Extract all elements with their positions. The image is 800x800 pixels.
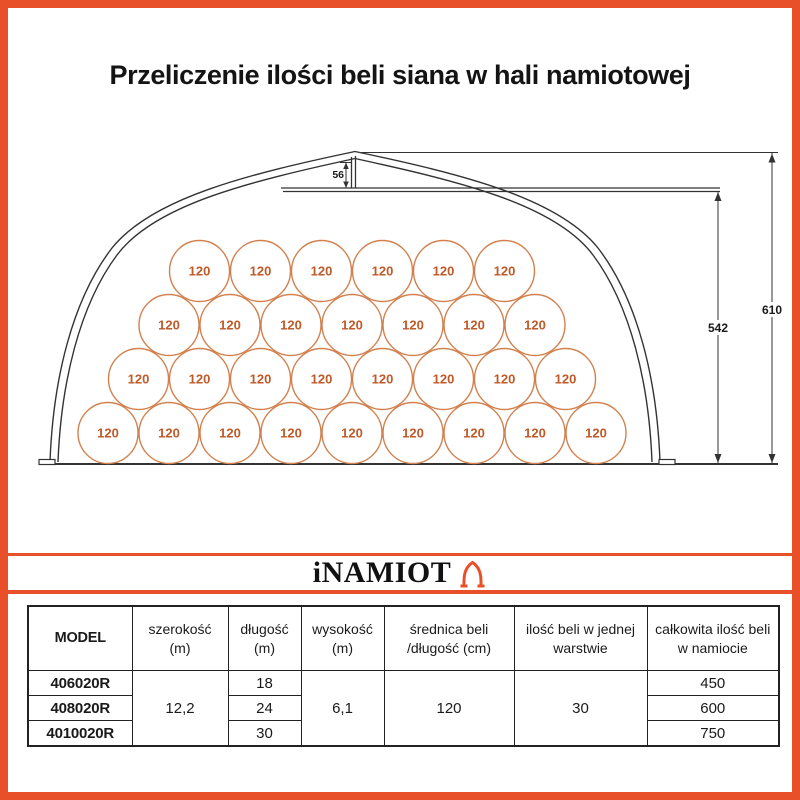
hay-bale-diameter-label: 120 [402, 425, 424, 441]
cell-model: 4010020R [28, 721, 132, 747]
cell-model: 408020R [28, 696, 132, 721]
cell-length: 24 [228, 696, 301, 721]
col-header-model: MODEL [28, 606, 132, 671]
tent-arch-icon [458, 559, 487, 588]
hay-bale-diameter-label: 120 [219, 317, 241, 333]
cell-total-bales: 450 [647, 671, 779, 696]
dim56-arrow-down [343, 182, 349, 189]
hay-bale-diameter-label: 120 [432, 371, 455, 387]
left-foot-plate [39, 460, 55, 465]
hay-bale-diameter-label: 120 [158, 317, 180, 333]
hay-bale-diameter-label: 120 [371, 263, 394, 279]
tent-inner-arch [58, 159, 652, 463]
cell-total-bales: 600 [647, 696, 779, 721]
cell-bales-per-layer: 30 [514, 671, 647, 747]
col-header-width: szerokość (m) [132, 606, 228, 671]
hay-bale-diameter-label: 120 [127, 371, 150, 387]
hay-bale-diameter-label: 120 [310, 371, 333, 387]
dim-side-height-label: 542 [707, 321, 729, 335]
hay-bale-diameter-label: 120 [554, 371, 577, 387]
col-header-bale-diameter: średnica beli /długość (cm) [384, 606, 514, 671]
cell-height: 6,1 [301, 671, 384, 747]
hay-bale-diameter-label: 120 [188, 371, 211, 387]
hay-bale-diameter-label: 120 [524, 425, 546, 441]
hay-bale-diameter-label: 120 [524, 317, 546, 333]
cell-width: 12,2 [132, 671, 228, 747]
cell-bale-diameter: 120 [384, 671, 514, 747]
dim610-arrow-up [769, 154, 776, 163]
dim542-arrow-up [715, 192, 722, 201]
hay-bale-diameter-label: 120 [493, 263, 516, 279]
hay-bale-diameter-label: 120 [280, 425, 302, 441]
hay-bale-diameter-label: 120 [219, 425, 241, 441]
hay-bale-diameter-label: 120 [249, 371, 272, 387]
hay-bale-diameter-label: 120 [432, 263, 455, 279]
dim542-arrow-down [715, 454, 722, 463]
cell-length: 30 [228, 721, 301, 747]
cell-length: 18 [228, 671, 301, 696]
col-header-total-bales: całkowita ilość beli w namiocie [647, 606, 779, 671]
hay-bale-diameter-label: 120 [341, 317, 363, 333]
dim-peak-offset-label: 56 [332, 169, 344, 181]
hay-bale-diameter-label: 120 [188, 263, 211, 279]
hay-bale-diameter-label: 120 [158, 425, 180, 441]
bale-spec-table [27, 605, 780, 747]
hay-bale-diameter-label: 120 [585, 425, 607, 441]
hay-bale-diameter-label: 120 [310, 263, 333, 279]
hay-bale-diameter-label: 120 [97, 425, 119, 441]
page-title: Przeliczenie ilości beli siana w hali namiotowej [109, 60, 691, 90]
cell-model: 406020R [28, 671, 132, 696]
tent-structure [39, 152, 778, 465]
right-foot-plate [659, 460, 675, 465]
table-row [28, 671, 779, 696]
brand-band [8, 553, 792, 594]
brand-name: iNAMIOT [312, 556, 452, 589]
tent-outer-arch [50, 152, 660, 463]
hay-bale-diameter-label: 120 [463, 425, 485, 441]
hay-bale-diameter-label: 120 [402, 317, 424, 333]
hay-bale-diameter-label: 120 [463, 317, 485, 333]
cell-total-bales: 750 [647, 721, 779, 747]
col-header-bales-per-layer: ilość beli w jednej warstwie [514, 606, 647, 671]
hay-bale-diameter-label: 120 [280, 317, 302, 333]
dim-total-height-label: 610 [761, 303, 783, 317]
col-header-length: długość (m) [228, 606, 301, 671]
hay-bale-diameter-label: 120 [371, 371, 394, 387]
dim56-arrow-up [343, 163, 349, 170]
table-header-row [28, 606, 779, 671]
hay-bale-diameter-label: 120 [249, 263, 272, 279]
hay-bales-group [78, 241, 626, 464]
hay-bale-diameter-label: 120 [493, 371, 516, 387]
hay-bale-diameter-label: 120 [341, 425, 363, 441]
col-header-height: wysokość (m) [301, 606, 384, 671]
tent-cross-section-diagram [8, 150, 792, 480]
dim610-arrow-down [769, 454, 776, 463]
